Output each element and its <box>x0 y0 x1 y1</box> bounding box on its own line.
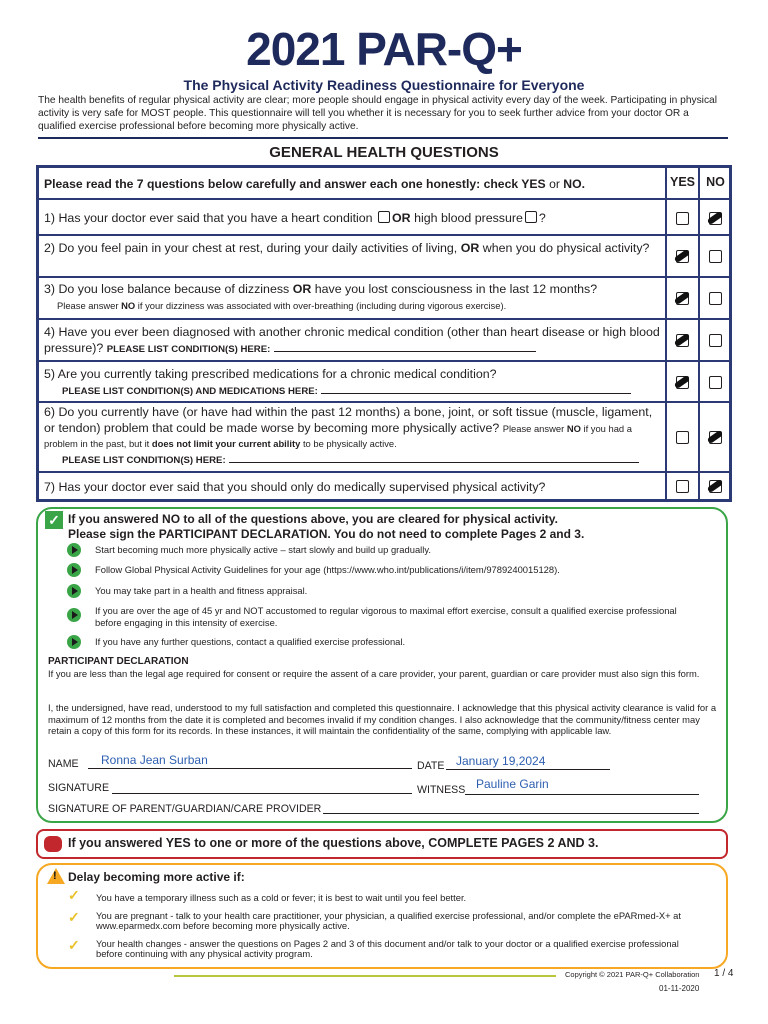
question-number: 5) <box>44 367 56 381</box>
cleared-bullet-text: Follow Global Physical Activity Guidelines for your age (https://www.who.int/publications/i/item/9789240015128). <box>95 564 560 575</box>
intro-divider <box>38 137 728 139</box>
witness-value: Pauline Garin <box>476 777 549 791</box>
question-number: 1) <box>44 211 56 225</box>
yes-column-header: YES <box>669 175 695 189</box>
question-3-or: OR <box>292 282 312 296</box>
play-icon <box>67 563 81 577</box>
intro-paragraph: The health benefits of regular physical activity are clear; more people should engage in physical activity every day of the week. Participating in physical activity is very safe for MOST people. This questionnaire will tell you whether it is necessary for you to seek further advice from your doctor OR a qualified exercise professional before becoming more physically active. <box>38 95 717 132</box>
note-text-end: if your dizziness was associated with over-breathing (including during vigorous exercise). <box>135 300 507 311</box>
no-column-header: NO <box>706 175 725 189</box>
cleared-heading-line-2: Please sign the PARTICIPANT DECLARATION. You do not need to complete Pages 2 and 3. <box>68 527 585 541</box>
heart-condition-checkbox[interactable] <box>378 211 390 223</box>
q2-no-checkbox[interactable] <box>709 250 722 263</box>
questions-table <box>36 165 732 502</box>
question-1-part-a: Has your doctor ever said that you have a heart condition <box>58 211 373 225</box>
yes-notice-text: If you answered YES to one or more of the questions above, COMPLETE PAGES 2 AND 3. <box>68 836 599 850</box>
question-6-body: Do you currently have (or have had within the past 12 months) a bone, joint, or soft tissue (muscle, ligament, or tendon) problem that could be made worse by becoming more physically active? <box>44 405 653 435</box>
question-2-or: OR <box>460 241 480 255</box>
question-5-text <box>44 366 662 400</box>
note-text: Please answer <box>502 422 567 434</box>
q7-yes-checkbox[interactable] <box>676 480 689 493</box>
name-value: Ronna Jean Surban <box>101 753 208 767</box>
bone-joint-conditions-field[interactable] <box>229 462 639 463</box>
instruction-or: or <box>545 177 564 191</box>
question-row-4 <box>39 320 729 362</box>
date-label: DATE <box>417 760 445 772</box>
section-title: GENERAL HEALTH QUESTIONS <box>269 144 499 161</box>
witness-label: WITNESS <box>417 784 466 796</box>
check-icon: ✓ <box>68 887 80 903</box>
question-3-part-a: Do you lose balance because of dizziness <box>58 282 290 296</box>
q1-no-checkbox[interactable] <box>709 212 722 225</box>
question-1-or: OR <box>392 211 411 225</box>
note-text-end: to be physically active. <box>300 438 397 449</box>
question-4-body: Have you ever been diagnosed with another chronic medical condition (other than heart disease or high blood pressure)? <box>44 325 660 355</box>
guardian-signature-field[interactable] <box>323 800 699 814</box>
question-row-5 <box>39 362 729 403</box>
declaration-paragraph-1: If you are less than the legal age required for consent or require the assent of a care provider, your parent, guardian or care provider must also sign this form. <box>48 668 700 679</box>
declaration-title: PARTICIPANT DECLARATION <box>48 656 189 667</box>
table-instruction <box>44 176 662 192</box>
list-conditions-label: PLEASE LIST CONDITION(S) HERE: <box>62 454 226 466</box>
date-value: January 19,2024 <box>456 754 546 768</box>
question-1-text <box>44 210 662 226</box>
green-check-icon: ✓ <box>45 511 63 529</box>
question-7-text <box>44 479 662 495</box>
question-row-2 <box>39 236 729 278</box>
question-1-end: ? <box>538 211 546 225</box>
name-label: NAME <box>48 758 79 770</box>
q3-yes-checkbox[interactable] <box>676 292 689 305</box>
instruction-end: . <box>581 177 585 191</box>
list-medications-label: PLEASE LIST CONDITION(S) AND MEDICATIONS HERE: <box>62 386 318 397</box>
cleared-bullet-text: If you have any further questions, contact a qualified exercise professional. <box>95 636 406 647</box>
q3-no-checkbox[interactable] <box>709 292 722 305</box>
cleared-bullet-text: If you are over the age of 45 yr and NOT accustomed to regular vigorous to maximal effort exercise, consult a qualified exercise professional before engaging in this intensity of exercise. <box>95 605 677 628</box>
play-icon <box>67 584 81 598</box>
q7-no-checkbox[interactable] <box>709 480 722 493</box>
question-3-note <box>44 300 506 311</box>
question-3-part-b: have you lost consciousness in the last 12 months? <box>314 282 598 296</box>
question-6-text <box>44 405 662 468</box>
question-4-text <box>44 324 662 358</box>
question-row-1 <box>39 200 729 236</box>
footer-date: 01-11-2020 <box>659 984 700 993</box>
q5-yes-checkbox[interactable] <box>676 376 689 389</box>
q1-yes-checkbox[interactable] <box>676 212 689 225</box>
medications-field[interactable] <box>321 393 631 394</box>
guardian-signature-label: SIGNATURE OF PARENT/GUARDIAN/CARE PROVIDER <box>48 803 322 815</box>
check-icon: ✓ <box>68 909 80 925</box>
question-number: 4) <box>44 325 56 339</box>
footer-copyright: Copyright © 2021 PAR-Q+ Collaboration <box>565 970 700 979</box>
note-text-mid: if you had a problem in the past, but it <box>44 422 632 449</box>
question-2-part-b: when you do physical activity? <box>482 241 650 255</box>
question-row-7 <box>39 473 729 499</box>
q4-yes-checkbox[interactable] <box>676 334 689 347</box>
signature-label: SIGNATURE <box>48 782 110 794</box>
delay-heading: Delay becoming more active if: <box>68 870 245 884</box>
cleared-bullet-text: You may take part in a health and fitness appraisal. <box>95 585 308 596</box>
instruction-no: NO <box>563 177 582 191</box>
check-icon: ✓ <box>68 937 80 953</box>
declaration-paragraph-2: I, the undersigned, have read, understood to my full satisfaction and completed this questionnaire. I acknowledge that this physical activity clearance is valid for a maximum of 12 months from the date it is completed and becomes invalid if my condition changes. I also acknowledge that the community/fitness center may retain a copy of this form for its records. In these instances, it will maintain the confidentiality of the same, complying with applicable law. <box>48 702 717 736</box>
question-5-body: Are you currently taking prescribed medications for a chronic medical condition? <box>57 367 497 381</box>
question-number: 7) <box>44 480 56 494</box>
play-icon <box>67 543 81 557</box>
question-row-6 <box>39 403 729 473</box>
delay-item: Your health changes - answer the questions on Pages 2 and 3 of this document and/or talk to your doctor or a qualified exercise professional before continuing with any physical activity program. <box>96 938 679 959</box>
instruction-text: Please read the 7 questions below carefully and answer each one honestly: check <box>44 177 522 191</box>
cleared-heading-line-1: If you answered NO to all of the questions above, you are cleared for physical activity. <box>68 512 558 526</box>
cleared-bullet-text: Start becoming much more physically active – start slowly and build up gradually. <box>95 544 431 555</box>
document-title: 2021 PAR-Q+ <box>246 23 522 75</box>
list-conditions-label: PLEASE LIST CONDITION(S) HERE: <box>106 344 271 355</box>
q6-yes-checkbox[interactable] <box>676 431 689 444</box>
delay-item: You have a temporary illness such as a cold or fever; it is best to wait until you feel better. <box>96 892 467 903</box>
question-2-part-a: Do you feel pain in your chest at rest, during your daily activities of living, <box>58 241 458 255</box>
instruction-yes: YES <box>521 177 546 191</box>
cleared-heading <box>68 512 708 542</box>
play-icon <box>67 608 81 622</box>
q4-no-checkbox[interactable] <box>709 334 722 347</box>
question-number: 2) <box>44 241 56 255</box>
question-7-body: Has your doctor ever said that you should only do medically supervised physical activity? <box>58 480 546 494</box>
play-icon <box>67 635 81 649</box>
high-blood-pressure-checkbox[interactable] <box>525 211 537 223</box>
warning-exclamation: ! <box>53 870 57 882</box>
page-number: 1 / 4 <box>714 968 734 979</box>
question-1-part-b: high blood pressure <box>414 211 523 225</box>
conditions-field[interactable] <box>274 351 536 352</box>
question-row-3 <box>39 278 729 320</box>
signature-field[interactable] <box>112 780 412 794</box>
table-header-row <box>39 168 729 200</box>
delay-item: You are pregnant - talk to your health care practitioner, your physician, a qualified exercise professional, and/or complete the ePARmed-X+ at www.eparmedx.com before becoming more physically active. <box>96 910 681 931</box>
note-no: NO <box>121 300 136 311</box>
question-3-text <box>44 281 662 313</box>
q5-no-checkbox[interactable] <box>709 376 722 389</box>
footer-rule <box>174 975 556 977</box>
question-number: 3) <box>44 282 56 296</box>
stop-icon <box>44 836 62 852</box>
question-number: 6) <box>44 405 56 419</box>
question-2-text <box>44 240 662 256</box>
q2-yes-checkbox[interactable] <box>676 250 689 263</box>
document-subtitle: The Physical Activity Readiness Questionnaire for Everyone <box>183 77 585 93</box>
note-bold: does not limit your current ability <box>151 438 301 449</box>
q6-no-checkbox[interactable] <box>709 431 722 444</box>
note-no: NO <box>566 422 581 434</box>
note-text: Please answer <box>57 300 122 311</box>
